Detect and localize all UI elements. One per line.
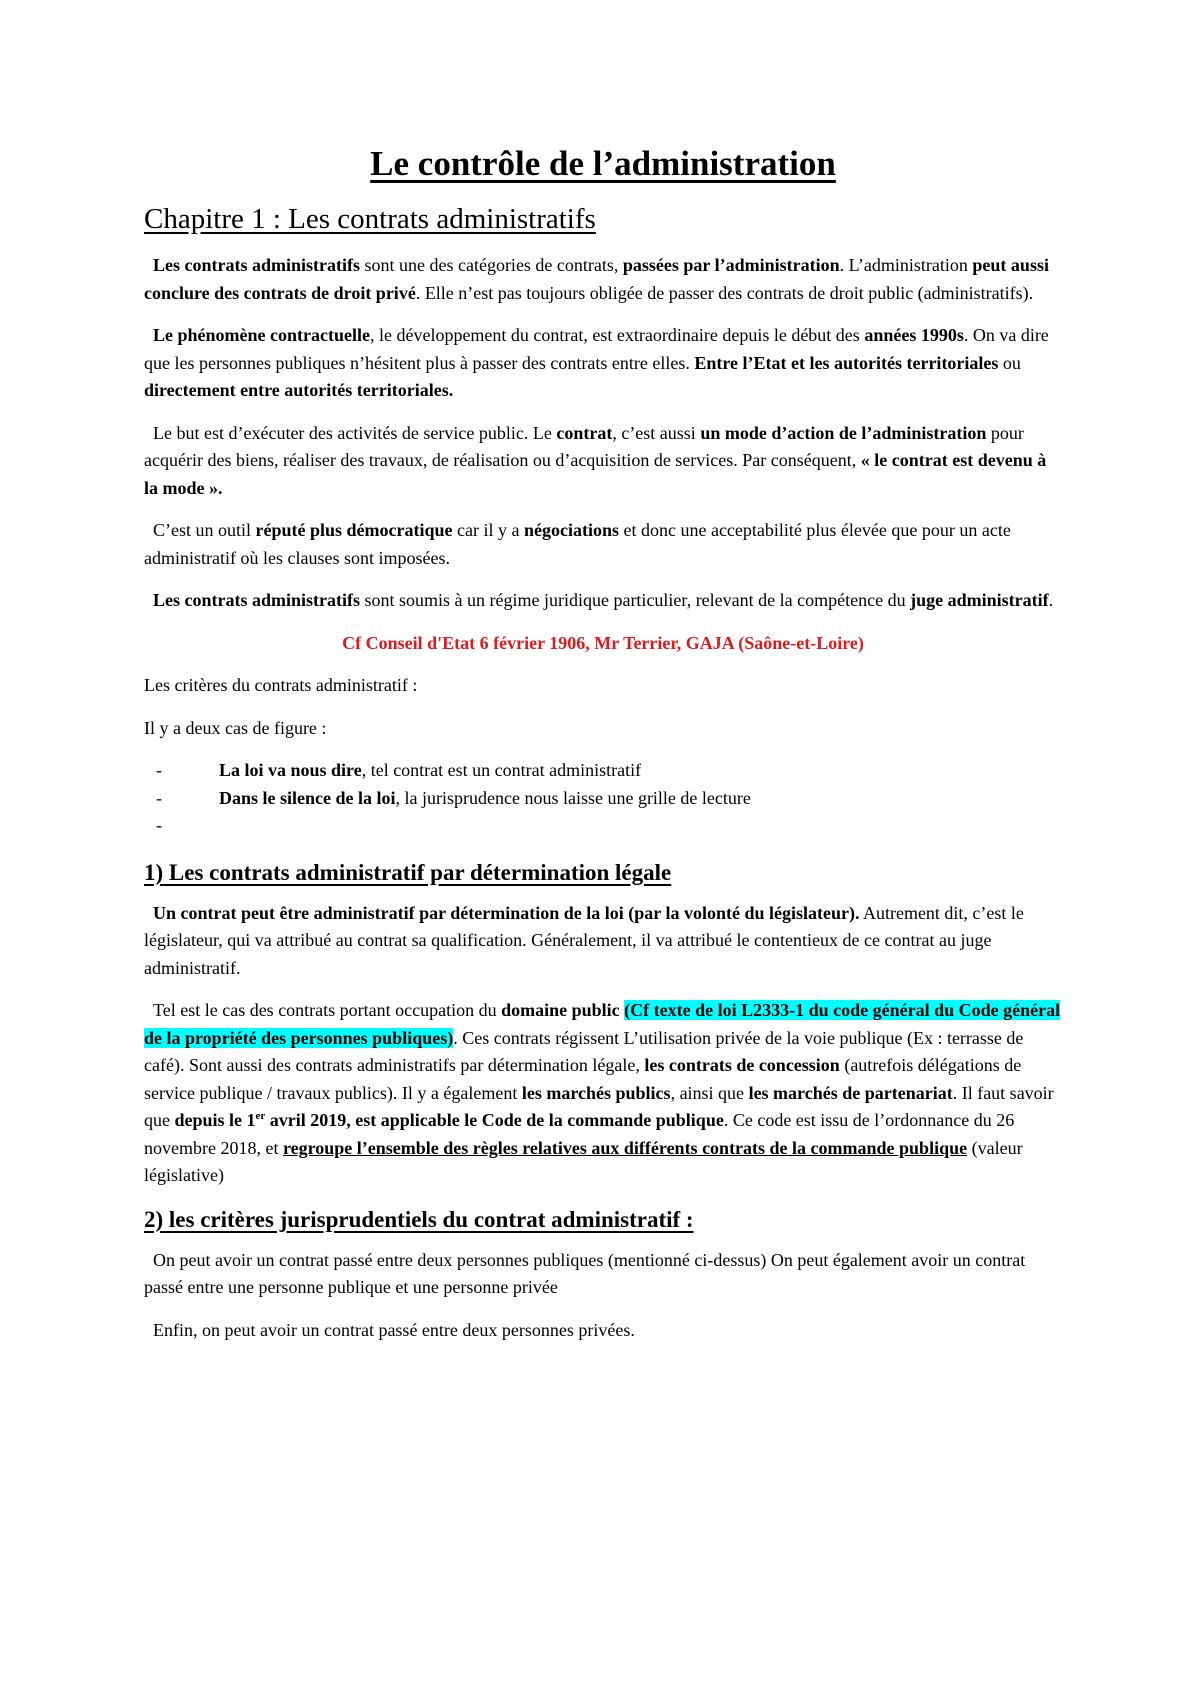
- paragraph-2: [144, 322, 1062, 405]
- superscript-er: er: [255, 1110, 266, 1122]
- paragraph-8: [144, 1247, 1062, 1302]
- paragraph-5: [144, 587, 1062, 615]
- p7-bold-5a: depuis le 1: [174, 1110, 256, 1130]
- paragraph-7: [144, 997, 1062, 1190]
- p2-text-3: ou: [998, 352, 1021, 373]
- list-item-text: , la jurisprudence nous laisse une grille de lecture: [395, 787, 751, 808]
- document-body: [144, 142, 1062, 1359]
- p6-text-1: Autrement dit, c’est le législateur, qui va attribué au contrat sa qualification. Généralement, il va attribué le contentieux de ce contrat au juge administratif.: [144, 902, 1024, 978]
- cases-line: Il y a deux cas de figure :: [144, 717, 327, 738]
- p7-underlined-bold: regroupe l’ensemble des règles relatives aux différents contrats de la commande publique: [282, 1137, 968, 1158]
- p1-text-3: . Elle n’est pas toujours obligée de passer des contrats de droit public (administratifs).: [415, 282, 1034, 303]
- paragraph-9: [144, 1317, 1062, 1345]
- p2-bold-4: directement entre autorités territoriales.: [144, 380, 454, 400]
- paragraph-4: [144, 517, 1062, 572]
- p5-bold-1: Les contrats administratifs: [153, 590, 360, 610]
- p5-bold-2: juge administratif: [910, 590, 1049, 610]
- list-item-bold: Dans le silence de la loi: [219, 787, 396, 808]
- highlighted-law-reference: (Cf texte de loi L2333-1 du code général du Code général de la propriété des personnes publiques): [144, 1000, 1061, 1048]
- p1-text-1: sont une des catégories de contrats,: [359, 255, 623, 275]
- case-citation: Cf Conseil d'Etat 6 février 1906, Mr Terrier, GAJA (Saône-et-Loire): [342, 632, 864, 653]
- paragraph-3: [144, 420, 1062, 503]
- p2-bold-3: Entre l’Etat et les autorités territoriales: [694, 352, 999, 373]
- section-heading-2: 2) les critères jurisprudentiels du contrat administratif :: [144, 1206, 694, 1232]
- paragraph-6: [144, 900, 1062, 983]
- p3-text-3: pour acquérir des biens, réaliser des travaux, de réalisation ou d’acquisition de services. Par conséquent,: [144, 422, 1024, 470]
- section-heading-1: 1) Les contrats administratif par détermination légale: [144, 859, 672, 885]
- list-item: [144, 785, 1062, 813]
- p4-text-3: et donc une acceptabilité plus élevée que pour un acte administratif où les clauses sont imposées.: [144, 520, 1011, 568]
- list-item-bold: La loi va nous dire: [219, 760, 362, 780]
- p7-bold-5: [175, 1110, 724, 1130]
- p2-bold-2: années 1990s: [864, 325, 964, 345]
- p7-text-6: . Il faut savoir que: [144, 1082, 1054, 1130]
- p7-text-8: (valeur législative): [144, 1137, 1023, 1185]
- list-item: [144, 757, 1062, 785]
- p1-bold-1: Les contrats administratifs: [153, 255, 360, 275]
- cases-list: [144, 757, 1062, 840]
- p3-text-1: Le but est d’exécuter des activités de service public. Le: [153, 422, 557, 443]
- p7-text-7: . Ce code est issu de l’ordonnance du 26 novembre 2018, et: [144, 1110, 1015, 1158]
- p4-bold-2: négociations: [523, 520, 619, 540]
- p1-bold-3: peut aussi conclure des contrats de droit privé: [144, 255, 1049, 303]
- p8-text: On peut avoir un contrat passé entre deux personnes publiques (mentionné ci-dessus) On peut également avoir un contrat passé entre une personne publique et une personne privée: [144, 1249, 1026, 1297]
- p7-bold-4: les marchés de partenariat: [748, 1082, 953, 1103]
- p2-text-2: . On va dire que les personnes publiques n’hésitent plus à passer des contrats entre elles.: [144, 325, 1049, 373]
- list-item-text: , tel contrat est un contrat administratif: [361, 760, 642, 780]
- p7-text-5: , ainsi que: [670, 1082, 749, 1103]
- chapter-heading: Chapitre 1 : Les contrats administratifs: [144, 203, 596, 235]
- p3-text-2: , c’est aussi: [612, 422, 701, 443]
- list-item-empty: [144, 812, 1062, 840]
- p7-bold-3: les marchés publics: [521, 1082, 671, 1103]
- p4-text-1: C’est un outil: [153, 520, 256, 540]
- p7-text-1: Tel est le cas des contrats portant occupation du: [153, 1000, 502, 1020]
- criteria-line: Les critères du contrats administratif :: [144, 675, 418, 695]
- p7-text-3: . Ces contrats régissent L’utilisation privée de la voie publique (Ex : terrasse de café). Sont aussi des contrats administratifs par détermination légale,: [144, 1027, 1024, 1075]
- p4-text-2: car il y a: [452, 520, 524, 540]
- p2-text-1: , le développement du contrat, est extraordinaire depuis le début des: [369, 325, 865, 345]
- p7-bold-5b: avril 2019, est applicable le Code de la commande publique: [265, 1110, 724, 1130]
- paragraph-1: [144, 252, 1062, 307]
- p2-bold-1: Le phénomène contractuelle: [153, 325, 370, 345]
- p7-bold-1: domaine public: [501, 1000, 620, 1020]
- p7-text-4: (autrefois délégations de service publique / travaux publics). Il y a également: [144, 1055, 1022, 1103]
- p3-bold-2: un mode d’action de l’administration: [700, 422, 987, 443]
- p7-bold-2: les contrats de concession: [644, 1055, 840, 1075]
- p3-bold-3: « le contrat est devenu à la mode ».: [144, 450, 1047, 498]
- document-title: Le contrôle de l’administration: [370, 144, 836, 183]
- p6-bold-1: Un contrat peut être administratif par détermination de la loi (par la volonté du législateur).: [153, 902, 860, 923]
- p5-text-1: sont soumis à un régime juridique particulier, relevant de la compétence du: [359, 590, 911, 610]
- p4-bold-1: réputé plus démocratique: [255, 520, 453, 540]
- p5-text-2: .: [1048, 590, 1054, 610]
- p3-bold-1: contrat: [556, 422, 613, 443]
- p1-bold-2: passées par l’administration: [622, 255, 840, 275]
- p1-text-2: . L’administration: [839, 255, 973, 275]
- p9-text: Enfin, on peut avoir un contrat passé entre deux personnes privées.: [153, 1319, 635, 1340]
